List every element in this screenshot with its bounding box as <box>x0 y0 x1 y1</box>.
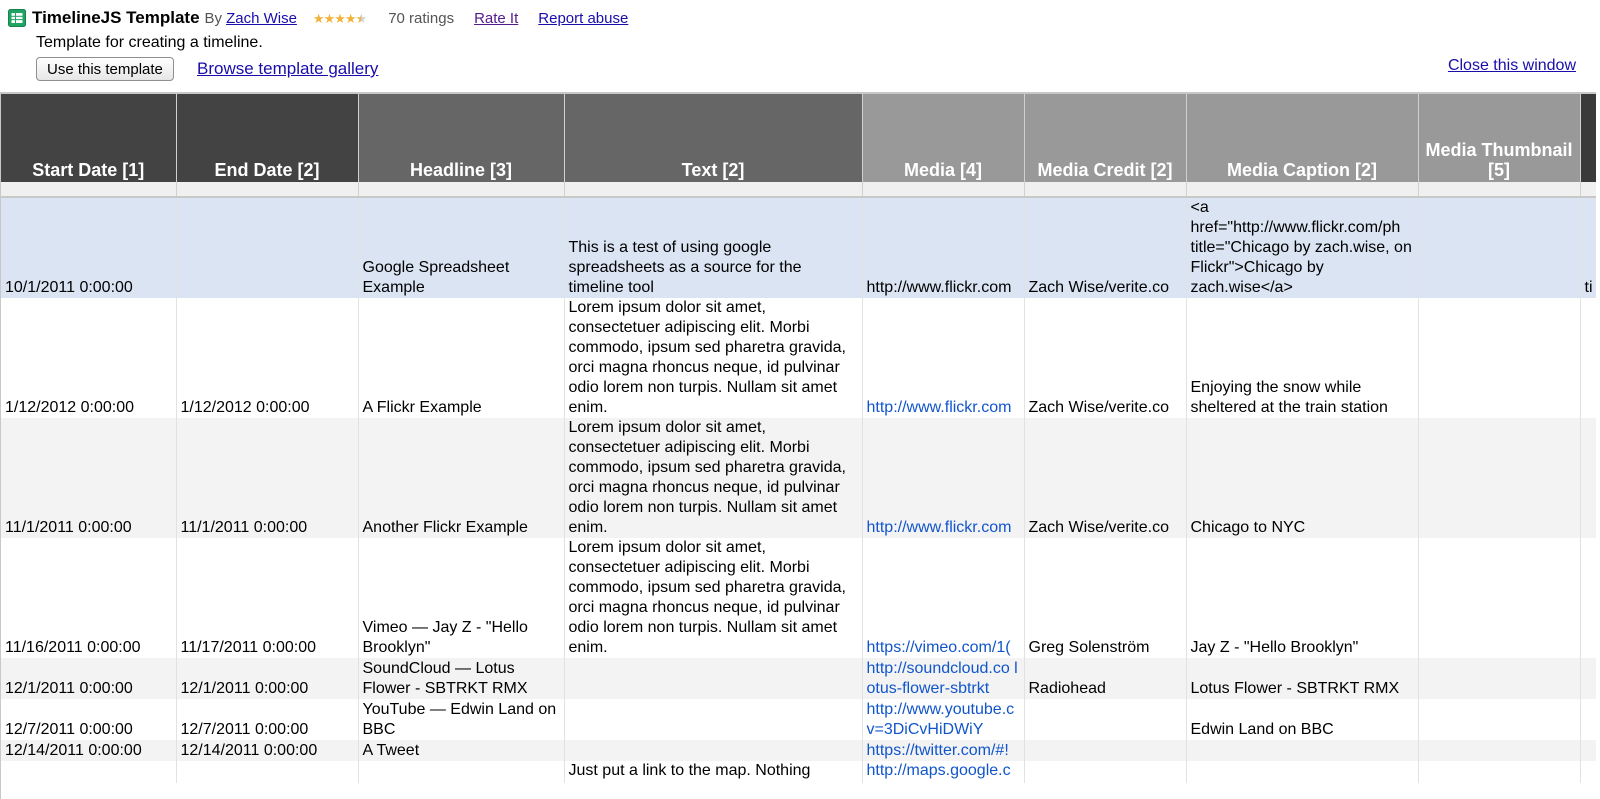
cell-start-date[interactable]: 11/16/2011 0:00:00 <box>1 538 176 658</box>
table-row[interactable] <box>1 658 1596 699</box>
cell-text[interactable] <box>564 740 862 761</box>
cell-extra[interactable] <box>1580 418 1596 538</box>
table-row[interactable] <box>1 197 1596 298</box>
header-spacer-row <box>1 182 1596 197</box>
cell-media-thumbnail[interactable] <box>1418 740 1580 761</box>
cell-extra[interactable] <box>1580 761 1596 783</box>
star-icon: ★ <box>344 10 356 26</box>
cell-media-credit[interactable]: Zach Wise/verite.co <box>1024 298 1186 418</box>
cell-media[interactable]: http://www.flickr.com <box>862 298 1024 418</box>
cell-text[interactable]: Lorem ipsum dolor sit amet, consectetuer adipiscing elit. Morbi commodo, ipsum sed pharetra gravida, orci magna rhoncus neque, id pulvinar odio lorem non turpis. Nullam sit amet enim. <box>564 538 862 658</box>
cell-media[interactable]: http://www.flickr.com <box>862 197 1024 298</box>
half-star-icon: ★ <box>355 10 367 26</box>
cell-start-date[interactable]: 12/7/2011 0:00:00 <box>1 699 176 740</box>
cell-media-credit[interactable] <box>1024 740 1186 761</box>
cell-media-thumbnail[interactable] <box>1418 699 1580 740</box>
table-row[interactable] <box>1 761 1596 783</box>
cell-end-date[interactable]: 11/17/2011 0:00:00 <box>176 538 358 658</box>
rate-it-link[interactable]: Rate It <box>474 9 519 27</box>
cell-end-date[interactable] <box>176 197 358 298</box>
star-icon: ★ <box>312 10 324 26</box>
report-abuse-link[interactable]: Report abuse <box>538 9 629 27</box>
column-header[interactable]: Media Credit [2] <box>1024 94 1186 182</box>
cell-media-credit[interactable]: Zach Wise/verite.co <box>1024 197 1186 298</box>
column-header[interactable]: Media Thumbnail [5] <box>1418 94 1580 182</box>
cell-media[interactable]: http://soundcloud.co lotus-flower-sbtrkt <box>862 658 1024 699</box>
cell-media-caption[interactable] <box>1186 740 1418 761</box>
cell-headline[interactable]: A Flickr Example <box>358 298 564 418</box>
cell-extra[interactable]: ti <box>1580 197 1596 298</box>
template-description: Template for creating a timeline. <box>36 34 263 51</box>
template-title: TimelineJS Template <box>32 8 200 27</box>
cell-media-caption[interactable]: Edwin Land on BBC <box>1186 699 1418 740</box>
star-icon: ★ <box>323 10 335 26</box>
cell-media-caption[interactable] <box>1186 761 1418 783</box>
cell-text[interactable]: Lorem ipsum dolor sit amet, consectetuer adipiscing elit. Morbi commodo, ipsum sed pharetra gravida, orci magna rhoncus neque, id pulvinar odio lorem non turpis. Nullam sit amet enim. <box>564 418 862 538</box>
close-window-link[interactable]: Close this window <box>1447 57 1576 74</box>
cell-media[interactable]: http://www.flickr.com <box>862 418 1024 538</box>
cell-media[interactable]: https://twitter.com/#! <box>862 740 1024 761</box>
cell-media-thumbnail[interactable] <box>1418 761 1580 783</box>
cell-headline[interactable]: Google Spreadsheet Example <box>358 197 564 298</box>
cell-text[interactable] <box>564 699 862 740</box>
table-row[interactable] <box>1 538 1596 658</box>
cell-media-caption[interactable]: Enjoying the snow while sheltered at the train station <box>1186 298 1418 418</box>
column-header[interactable]: Headline [3] <box>358 94 564 182</box>
rating-stars <box>313 12 366 25</box>
table-row[interactable] <box>1 699 1596 740</box>
cell-text[interactable]: This is a test of using google spreadsheets as a source for the timeline tool <box>564 197 862 298</box>
spreadsheet-grid[interactable] <box>0 92 1596 799</box>
cell-headline[interactable]: SoundCloud — Lotus Flower - SBTRKT RMX <box>358 658 564 699</box>
cell-media-credit[interactable]: Zach Wise/verite.co <box>1024 418 1186 538</box>
cell-extra[interactable] <box>1580 538 1596 658</box>
cell-headline[interactable]: A Tweet <box>358 740 564 761</box>
cell-start-date[interactable]: 12/1/2011 0:00:00 <box>1 658 176 699</box>
column-header[interactable]: Media Caption [2] <box>1186 94 1418 182</box>
cell-extra[interactable] <box>1580 298 1596 418</box>
star-icon: ★ <box>334 10 345 26</box>
cell-media-thumbnail[interactable] <box>1418 197 1580 298</box>
cell-headline[interactable] <box>358 761 564 783</box>
cell-media-credit[interactable] <box>1024 699 1186 740</box>
cell-media[interactable]: http://www.youtube.c v=3DiCvHiDWiY <box>862 699 1024 740</box>
cell-end-date[interactable] <box>176 761 358 783</box>
cell-media-credit[interactable] <box>1024 761 1186 783</box>
cell-start-date[interactable]: 1/12/2012 0:00:00 <box>1 298 176 418</box>
browse-gallery-link[interactable]: Browse template gallery <box>197 59 379 78</box>
cell-start-date[interactable]: 12/14/2011 0:00:00 <box>1 740 176 761</box>
cell-end-date[interactable]: 12/7/2011 0:00:00 <box>176 699 358 740</box>
cell-end-date[interactable]: 1/12/2012 0:00:00 <box>176 298 358 418</box>
cell-media-credit[interactable]: Greg Solenström <box>1024 538 1186 658</box>
spreadsheet-icon <box>8 9 26 27</box>
cell-headline[interactable]: Another Flickr Example <box>358 418 564 538</box>
cell-start-date[interactable]: 10/1/2011 0:00:00 <box>1 197 176 298</box>
table-row[interactable] <box>1 418 1596 538</box>
cell-extra[interactable] <box>1580 740 1596 761</box>
title-line <box>8 6 628 30</box>
cell-media-credit[interactable]: Radiohead <box>1024 658 1186 699</box>
ratings-count: 70 ratings <box>388 9 455 27</box>
cell-text[interactable] <box>564 658 862 699</box>
cell-media-caption[interactable]: Lotus Flower - SBTRKT RMX <box>1186 658 1418 699</box>
column-header[interactable] <box>1580 94 1596 182</box>
column-header[interactable]: Media [4] <box>862 94 1024 182</box>
data-table <box>1 94 1596 783</box>
cell-start-date[interactable]: 11/1/2011 0:00:00 <box>1 418 176 538</box>
cell-media-thumbnail[interactable] <box>1418 538 1580 658</box>
cell-headline[interactable]: Vimeo — Jay Z - "Hello Brooklyn" <box>358 538 564 658</box>
cell-end-date[interactable]: 12/1/2011 0:00:00 <box>176 658 358 699</box>
column-header[interactable]: Text [2] <box>564 94 862 182</box>
cell-media-thumbnail[interactable] <box>1418 658 1580 699</box>
cell-media-caption[interactable]: Chicago to NYC <box>1186 418 1418 538</box>
by-label: By <box>204 9 223 27</box>
cell-media[interactable]: http://maps.google.c <box>862 761 1024 783</box>
table-row[interactable] <box>1 740 1596 761</box>
cell-start-date[interactable] <box>1 761 176 783</box>
column-header[interactable]: End Date [2] <box>176 94 358 182</box>
cell-extra[interactable] <box>1580 658 1596 699</box>
cell-headline[interactable]: YouTube — Edwin Land on BBC <box>358 699 564 740</box>
cell-media-caption[interactable]: Jay Z - "Hello Brooklyn" <box>1186 538 1418 658</box>
column-header-row <box>1 94 1596 182</box>
column-header[interactable]: Start Date [1] <box>1 94 176 182</box>
template-header <box>0 0 1600 92</box>
cell-end-date[interactable]: 11/1/2011 0:00:00 <box>176 418 358 538</box>
cell-media-thumbnail[interactable] <box>1418 298 1580 418</box>
cell-end-date[interactable]: 12/14/2011 0:00:00 <box>176 740 358 761</box>
table-row[interactable] <box>1 298 1596 418</box>
cell-extra[interactable] <box>1580 699 1596 740</box>
use-template-button[interactable]: Use this template <box>36 57 174 81</box>
cell-text[interactable]: Just put a link to the map. Nothing <box>564 761 862 783</box>
cell-text[interactable]: Lorem ipsum dolor sit amet, consectetuer adipiscing elit. Morbi commodo, ipsum sed pharetra gravida, orci magna rhoncus neque, id pulvinar odio lorem non turpis. Nullam sit amet enim. <box>564 298 862 418</box>
cell-media-thumbnail[interactable] <box>1418 418 1580 538</box>
cell-media[interactable]: https://vimeo.com/1( <box>862 538 1024 658</box>
cell-media-caption[interactable]: <a href="http://www.flickr.com/ph title="Chicago by zach.wise, on Flickr">Chicago by zach.wise</a> <box>1186 197 1418 298</box>
author-link[interactable]: Zach Wise <box>226 9 297 27</box>
